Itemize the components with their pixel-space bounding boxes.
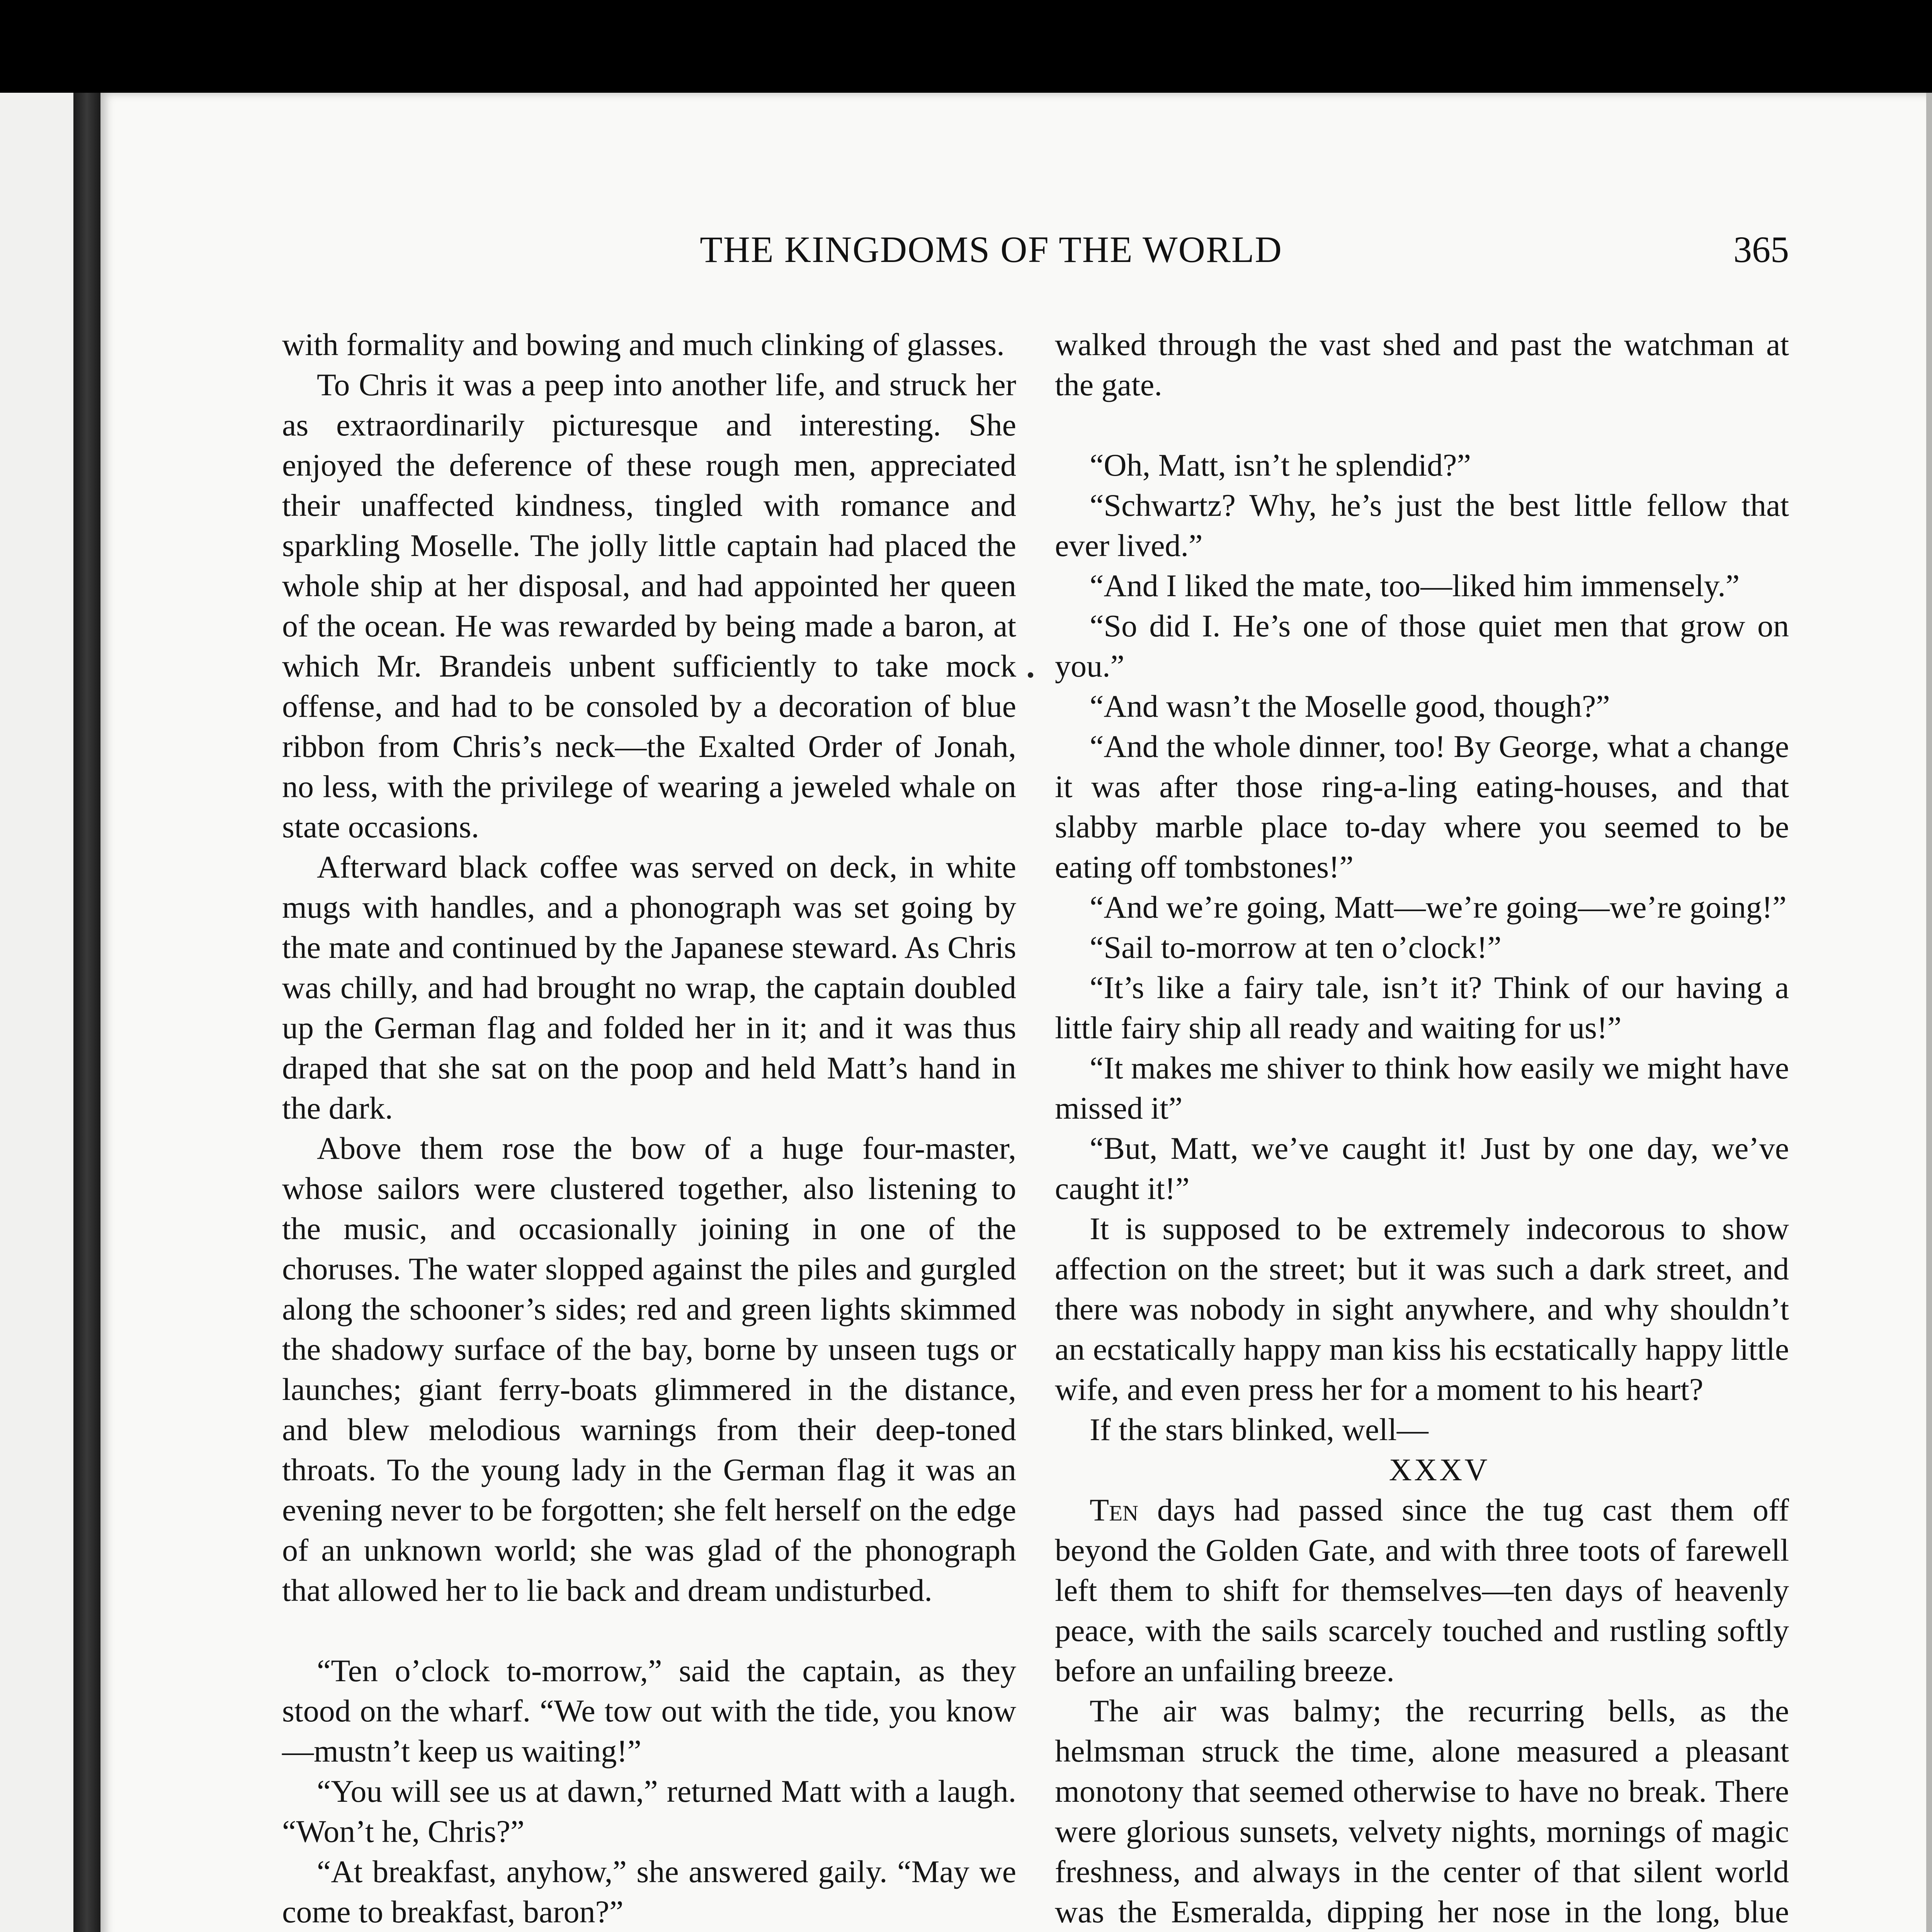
paragraph: “Ten o’clock to-morrow,” said the captain, as they stood on the wharf. “We tow out with the tide, you know—mustn’t keep us waiting!”	[282, 1653, 1016, 1769]
paragraph: walked through the vast shed and past the watchman at the gate.	[1055, 327, 1789, 402]
paragraph: “Oh, Matt, isn’t he splendid?”	[1090, 447, 1471, 483]
paragraph: The air was balmy; the recurring bells, as the helmsman struck the time, alone measured a pleasant monotony that seemed otherwise to have no break. There were glorious sunsets, velvety nights, mornings of magic freshness, and always in the center of that silent world was the Esmeralda, dipping her nose in the long, blue	[1055, 1693, 1789, 1929]
paragraph: “But, Matt, we’ve caught it! Just by one day, we’ve caught it!”	[1055, 1131, 1789, 1206]
paragraph: “And we’re going, Matt—we’re going—we’re going!”	[1090, 889, 1787, 925]
paragraph: Afterward black coffee was served on deck, in white mugs with handles, and a phonograph was set going by the mate and continued by the Japanese steward. As Chris was chilly, and had brought no wrap, the captain doubled up the German flag and folded her in it; and it was thus draped that she sat on the poop and held Matt’s hand in the dark.	[282, 849, 1016, 1126]
paragraph: “It’s like a fairy tale, isn’t it? Think of our having a little fairy ship all ready and waiting for us!”	[1055, 970, 1789, 1045]
chapter-first-word: Ten	[1090, 1492, 1139, 1527]
paragraph: To Chris it was a peep into another life, and struck her as extraordinarily picturesque and interesting. She enjoyed the deference of these rough men, appreciated their unaffected kindness, tingled with romance and sparkling Moselle. The jolly little captain had placed the whole ship at her disposal, and had appointed her queen of the ocean. He was rewarded by being made a baron, at which Mr. Brandeis unbent sufficiently to take mock offense, and had to be consoled by a decoration of blue ribbon from Chris’s neck—the Exalted Order of Jonah, no less, with the privilege of wearing a jeweled whale on state occasions.	[282, 367, 1016, 844]
paragraph: Above them rose the bow of a huge four-master, whose sailors were clustered together, also listening to the music, and occasionally joining in one of the choruses. The water slopped against the piles and gurgled along the schooner’s sides; red and green lights skimmed the shadowy surface of the bay, borne by unseen tugs or launches; giant ferry-boats glimmered in the distance, and blew melodious warnings from their deep-toned throats. To the young lady in the German flag it was an evening never to be forgotten; she felt herself on the edge of an unknown world; she was glad of the phonograph that allowed her to lie back and dream undisturbed.	[282, 1131, 1016, 1608]
right-text-column	[1055, 325, 1789, 1932]
paragraph: with formality and bowing and much clinking of glasses.	[282, 327, 1005, 362]
previous-page-edge	[0, 93, 85, 1932]
chapter-opening-paragraph	[1055, 1490, 1789, 1691]
scan-speck	[1028, 672, 1033, 678]
paragraph: “Sail to-morrow at ten o’clock!”	[1090, 930, 1502, 965]
paragraph: It is supposed to be extremely indecorous to show affection on the street; but it was such a dark street, and there was nobody in sight anywhere, and why shouldn’t an ecstatically happy man kiss his ecstatically happy little wife, and even press her for a moment to his heart?	[1055, 1211, 1789, 1407]
page-header	[193, 228, 1789, 282]
paragraph: If the stars blinked, well—	[1090, 1412, 1429, 1447]
paragraph: “And the whole dinner, too! By George, what a change it was after those ring-a-ling eating-houses, and that slabby marble place to-day where you seemed to be eating off tombstones!”	[1055, 729, 1789, 884]
page-number: 365	[1733, 229, 1789, 270]
book-gutter	[73, 93, 100, 1932]
paragraph: “At breakfast, anyhow,” she answered gaily. “May we come to breakfast, baron?”	[282, 1854, 1016, 1929]
paragraph: “It makes me shiver to think how easily we might have missed it”	[1055, 1050, 1789, 1126]
paragraph: “And wasn’t the Moselle good, though?”	[1090, 689, 1610, 724]
left-text-column	[282, 325, 1016, 1932]
running-title: THE KINGDOMS OF THE WORLD	[700, 229, 1282, 270]
paragraph: “And I liked the mate, too—liked him immensely.”	[1090, 568, 1740, 603]
page-stack-edge	[1926, 93, 1932, 1932]
chapter-heading: XXXV	[1389, 1452, 1490, 1487]
paragraph: “Schwartz? Why, he’s just the best little fellow that ever lived.”	[1055, 488, 1789, 563]
chapter-first-paragraph-text: days had passed since the tug cast them off beyond the Golden Gate, and with three toots of farewell left them to shift for themselves—ten days of heavenly peace, with the sails scarcely touched and rustling softly before an unfailing breeze.	[1055, 1492, 1789, 1688]
paragraph: “You will see us at dawn,” returned Matt with a laugh. “Won’t he, Chris?”	[282, 1774, 1016, 1849]
paragraph: “So did I. He’s one of those quiet men that grow on you.”	[1055, 608, 1789, 684]
